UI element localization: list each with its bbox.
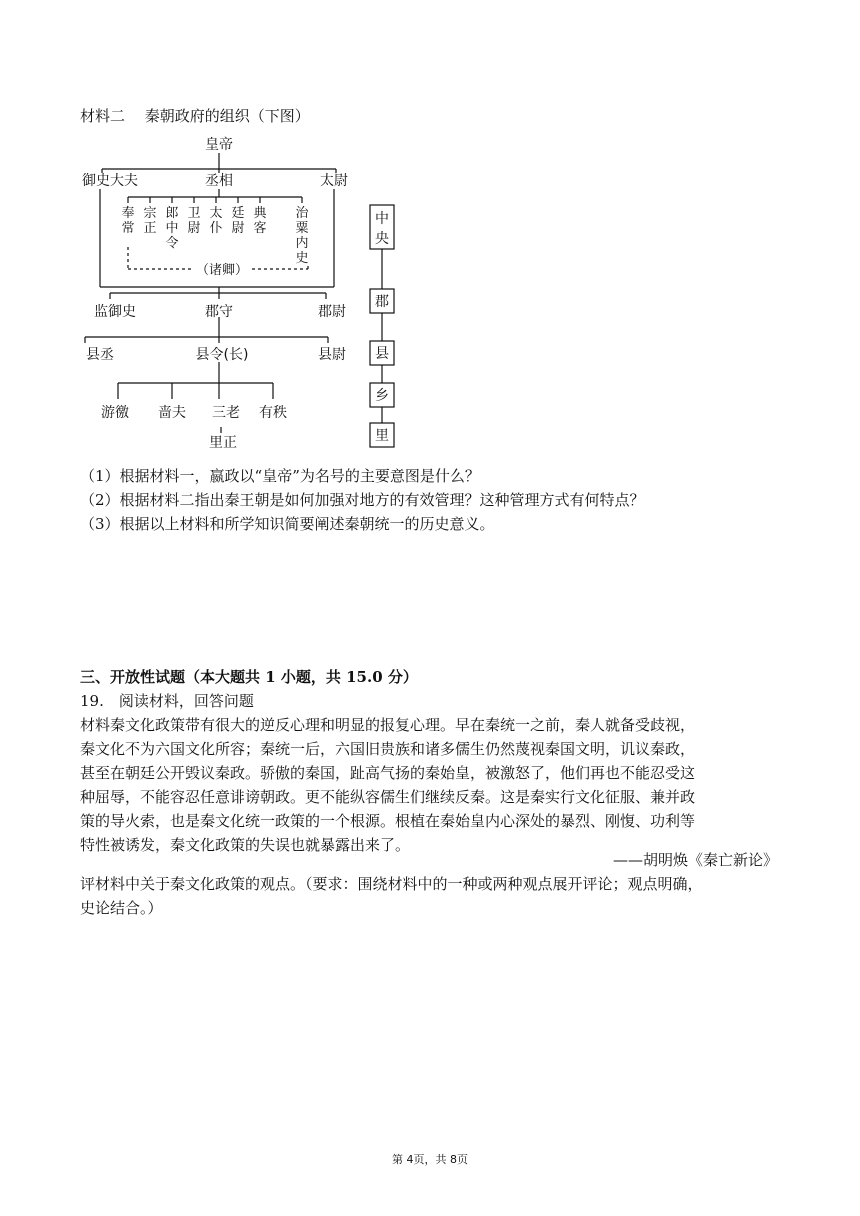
page-footer: 第 4页，共 8页 (392, 1153, 468, 1166)
emperor-label: 皇帝 (205, 137, 233, 153)
question-3: （3）根据以上材料和所学知识简要阐述秦朝统一的历史意义。 (80, 515, 495, 533)
material2-title: 材料二 秦朝政府的组织（下图） (80, 107, 310, 125)
youjiao-label: 游徼 (101, 405, 129, 421)
question-2: （2）根据材料二指出秦王朝是如何加强对地方的有效管理？这种管理方式有何特点？ (80, 491, 645, 509)
level-county: 县 (375, 346, 389, 362)
sanlao-label: 三老 (212, 405, 240, 421)
passage-line-3: 甚至在朝廷公开毁议秦政。骄傲的秦国，趾高气扬的秦始皇，被激怒了，他们再也不能忍受这 (80, 764, 696, 782)
taiwei-label: 太尉 (320, 173, 348, 189)
minister-4: 太仆 (209, 206, 223, 236)
level-central-1: 中 (375, 211, 389, 227)
xiancheng-label: 县丞 (86, 347, 114, 363)
passage-line-5: 策的导火索，也是秦文化统一政策的一个根源。根植在秦始皇内心深处的暴烈、刚愎、功利等 (80, 812, 696, 830)
passage-line-2: 秦文化不为六国文化所容；秦统一后，六国旧贵族和诸多儒生仍然蔑视秦国文明，讥议秦政， (80, 740, 696, 758)
jianyushi-label: 监御史 (94, 304, 136, 320)
level-central-2: 央 (375, 231, 389, 247)
junwei-label: 郡尉 (318, 304, 346, 320)
sefu-label: 啬夫 (158, 405, 186, 421)
yushi-label: 御史大夫 (82, 173, 138, 189)
minister-3: 卫尉 (187, 206, 201, 236)
zhuqing-label: （诸卿） (195, 263, 249, 278)
passage-line-6: 特性被诱发，秦文化政策的失误也就暴露出来了。 (80, 836, 411, 854)
passage-line-4: 种屈辱，不能容忍任意诽谤朝政。更不能纵容儒生们继续反秦。这是秦实行文化征服、兼并政 (80, 788, 696, 806)
level-village: 里 (375, 428, 389, 444)
lizheng-label: 里正 (209, 435, 237, 450)
xianwei-label: 县尉 (318, 347, 346, 363)
requirement-line-1: 评材料中关于秦文化政策的观点。（要求：围绕材料中的一种或两种观点展开评论；观点明确， (80, 875, 703, 893)
minister-5: 廷尉 (231, 206, 245, 236)
minister-8: 治粟内史 (295, 206, 309, 266)
minister-1: 宗正 (143, 206, 157, 236)
level-township: 乡 (375, 388, 389, 404)
level-commandery: 郡 (375, 294, 389, 310)
minister-6: 典客 (253, 206, 267, 236)
minister-0: 奉常 (121, 206, 135, 236)
chengxiang-label: 丞相 (205, 173, 233, 189)
passage-line-1: 材料秦文化政策带有很大的逆反心理和明显的报复心理。早在秦统一之前，秦人就备受歧视， (80, 716, 696, 734)
question-19: 19. 阅读材料，回答问题 (80, 692, 254, 710)
question-1: （1）根据材料一，嬴政以“皇帝”为名号的主要意图是什么？ (80, 467, 480, 485)
section-3-title: 三、开放性试题（本大题共 1 小题，共 15.0 分） (80, 668, 418, 686)
xianling-label: 县令(长) (195, 347, 249, 363)
citation: ——胡明焕《秦亡新论》 (612, 851, 778, 869)
qin-government-organization-chart (70, 135, 410, 450)
minister-2: 郎中令 (165, 206, 179, 251)
requirement-line-2: 史论结合。） (80, 899, 163, 917)
youzhi-label: 有秩 (259, 405, 287, 421)
junshou-label: 郡守 (205, 304, 233, 320)
